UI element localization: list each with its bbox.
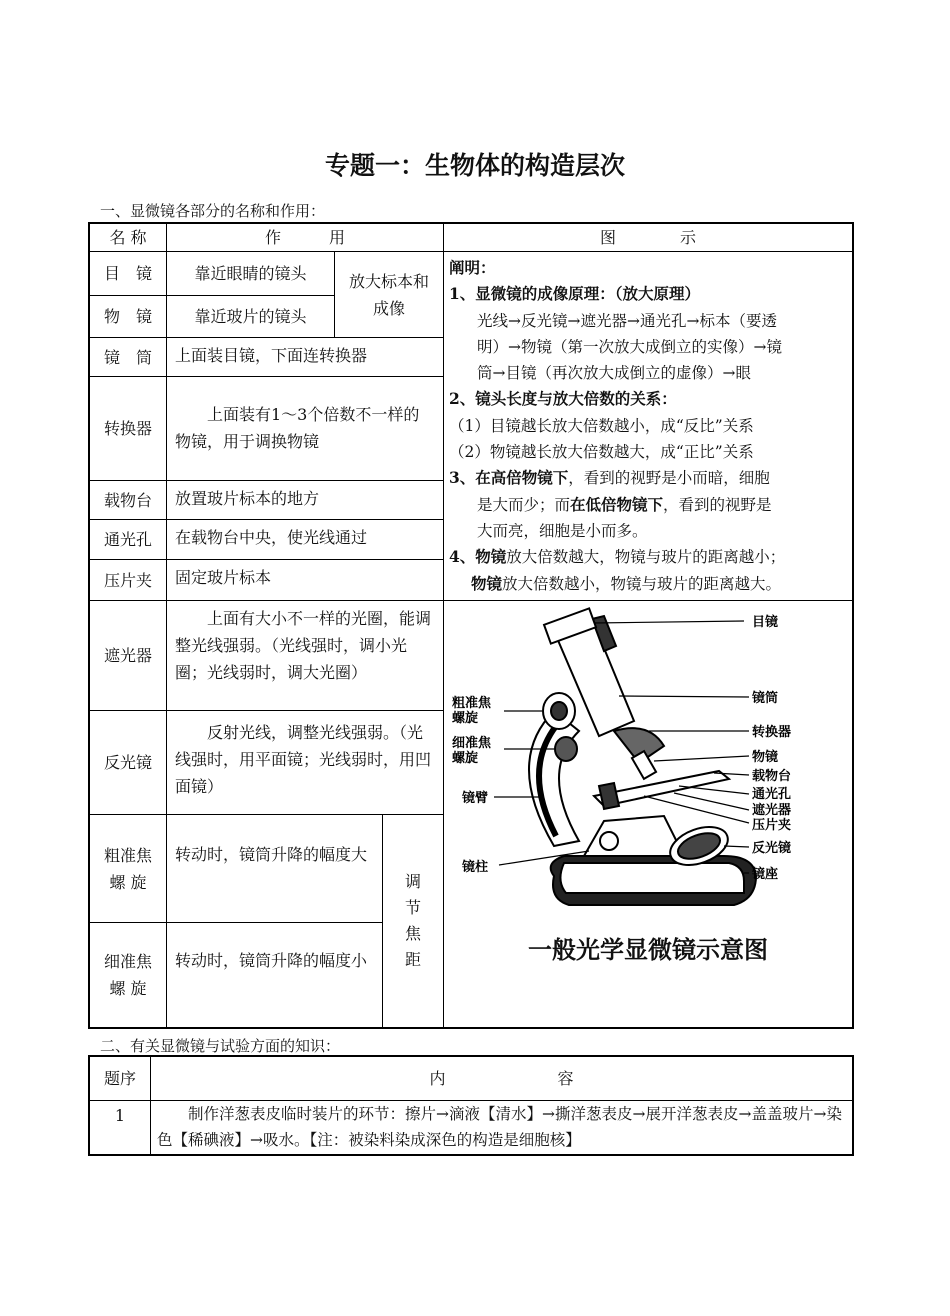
shared-function: 放大标本和成像 — [335, 252, 444, 338]
note-3-line-3: 大而亮，细胞是小而多。 — [477, 521, 648, 540]
note-3-line-2 — [449, 492, 844, 518]
section-heading-1: 一、显微镜各部分的名称和作用： — [100, 202, 326, 220]
diagram-title: 一般光学显微镜示意图 — [528, 936, 768, 964]
note-3-bold-high: 3、在高倍物镜下 — [449, 468, 569, 488]
note-1-line-3: 筒→目镜（再次放大成倒立的虚像）→眼 — [477, 364, 751, 383]
label-diaphragm: 遮光器 — [752, 803, 792, 818]
label-eyepiece: 目镜 — [752, 615, 779, 630]
label-objective: 物镜 — [752, 750, 779, 765]
row-func-stage: 放置玻片标本的地方 — [167, 481, 444, 520]
label-fine-1: 细准焦 — [452, 736, 492, 751]
row-name-mirror: 反光镜 — [90, 711, 167, 815]
note-2-line-1: （1）目镜越长放大倍数越小，成“反比”关系 — [449, 416, 754, 435]
header-diagram: 图 示 — [444, 224, 852, 252]
label-pillar: 镜柱 — [462, 860, 489, 875]
header-content: 内 容 — [151, 1057, 852, 1101]
notes-panel — [449, 255, 844, 597]
note-2-title: 2、镜头长度与放大倍数的关系： — [449, 389, 677, 409]
label-fine-2: 螺旋 — [452, 751, 479, 766]
label-clip: 压片夹 — [752, 818, 792, 833]
row-func-converter: 上面装有1～3个倍数不一样的物镜，用于调换物镜 — [167, 377, 444, 481]
row-name-converter: 转换器 — [90, 377, 167, 481]
note-4-text-1: 放大倍数越大，物镜与玻片的距离越小； — [506, 548, 786, 567]
row-func-coarse: 转动时，镜筒升降的幅度大 — [167, 815, 383, 923]
row-name-objective: 物 镜 — [90, 296, 167, 338]
label-converter: 转换器 — [752, 725, 792, 740]
page-title: 专题一：生物体的构造层次 — [324, 151, 625, 180]
header-function: 作 用 — [167, 224, 444, 252]
row-func-tube: 上面装目镜，下面连转换器 — [167, 338, 444, 377]
row-name-clip: 压片夹 — [90, 560, 167, 601]
note-1-line-1: 光线→反光镜→遮光器→通光孔→标本（要透 — [477, 311, 777, 330]
note-4-bold-1: 4、物镜 — [449, 547, 507, 567]
label-coarse-1: 粗准焦 — [452, 696, 492, 711]
row-name-tube: 镜 筒 — [90, 338, 167, 377]
header-num: 题序 — [90, 1057, 151, 1101]
note-4-bold-2: 物镜 — [471, 573, 503, 593]
row-name-fine: 细准焦螺 旋 — [90, 923, 167, 1027]
row-func-hole: 在载物台中央，使光线通过 — [167, 520, 444, 560]
label-base: 镜座 — [752, 867, 779, 882]
row-func-mirror: 反射光线，调整光线强弱。（光线强时，用平面镜；光线弱时，用凹面镜） — [167, 711, 444, 815]
row1-num: 1 — [90, 1101, 151, 1154]
note-2-line-2: （2）物镜越长放大倍数越大，成“正比”关系 — [449, 443, 754, 462]
section-heading-2: 二、有关显微镜与试验方面的知识： — [100, 1037, 341, 1055]
note-3-text-3: ，看到的视野是 — [663, 495, 772, 514]
label-tube: 镜筒 — [752, 691, 779, 706]
microscope-diagram — [444, 601, 852, 926]
note-3-line-1 — [449, 465, 844, 491]
note-1-line-2: 明）→物镜（第一次放大成倒立的实像）→镜 — [477, 337, 782, 356]
label-mirror: 反光镜 — [752, 841, 792, 856]
note-4-line-2 — [449, 571, 844, 597]
note-3-text-1: ，看到的视野是小而暗，细胞 — [568, 469, 770, 488]
note-4-text-2: 放大倍数越小，物镜与玻片的距离越大。 — [502, 574, 782, 593]
notes-heading: 阐明： — [449, 258, 496, 277]
row-func-clip: 固定玻片标本 — [167, 560, 444, 601]
label-coarse-2: 螺旋 — [452, 711, 479, 726]
row-name-eyepiece: 目 镜 — [90, 252, 167, 296]
row-func-fine: 转动时，镜筒升降的幅度小 — [167, 923, 383, 1027]
note-1-title: 1、显微镜的成像原理：（放大原理） — [449, 284, 701, 304]
note-3-text-2: 是大而少；而 — [477, 495, 571, 514]
label-hole: 通光孔 — [752, 787, 792, 802]
row-func-objective: 靠近玻片的镜头 — [167, 296, 335, 338]
row-name-stage: 载物台 — [90, 481, 167, 520]
label-stage: 载物台 — [752, 769, 792, 784]
label-arm: 镜臂 — [462, 791, 489, 806]
row-name-hole: 通光孔 — [90, 520, 167, 560]
row-name-coarse: 粗准焦螺 旋 — [90, 815, 167, 923]
row-func-diaphragm: 上面有大小不一样的光圈，能调整光线强弱。（光线强时，调小光圈；光线弱时，调大光圈） — [167, 601, 444, 711]
row1-content: 制作洋葱表皮临时装片的环节：擦片→滴液【清水】→撕洋葱表皮→展开洋葱表皮→盖盖玻片→染色【稀碘液】→吸水。【注：被染料染成深色的构造是细胞核】 — [157, 1105, 842, 1149]
header-name: 名 称 — [90, 224, 167, 252]
row-func-eyepiece: 靠近眼睛的镜头 — [167, 252, 335, 296]
note-4-line-1 — [449, 544, 844, 570]
note-3-bold-low: 在低倍物镜下 — [570, 494, 664, 514]
row-name-diaphragm: 遮光器 — [90, 601, 167, 711]
focus-function: 调节焦距 — [383, 815, 444, 1027]
